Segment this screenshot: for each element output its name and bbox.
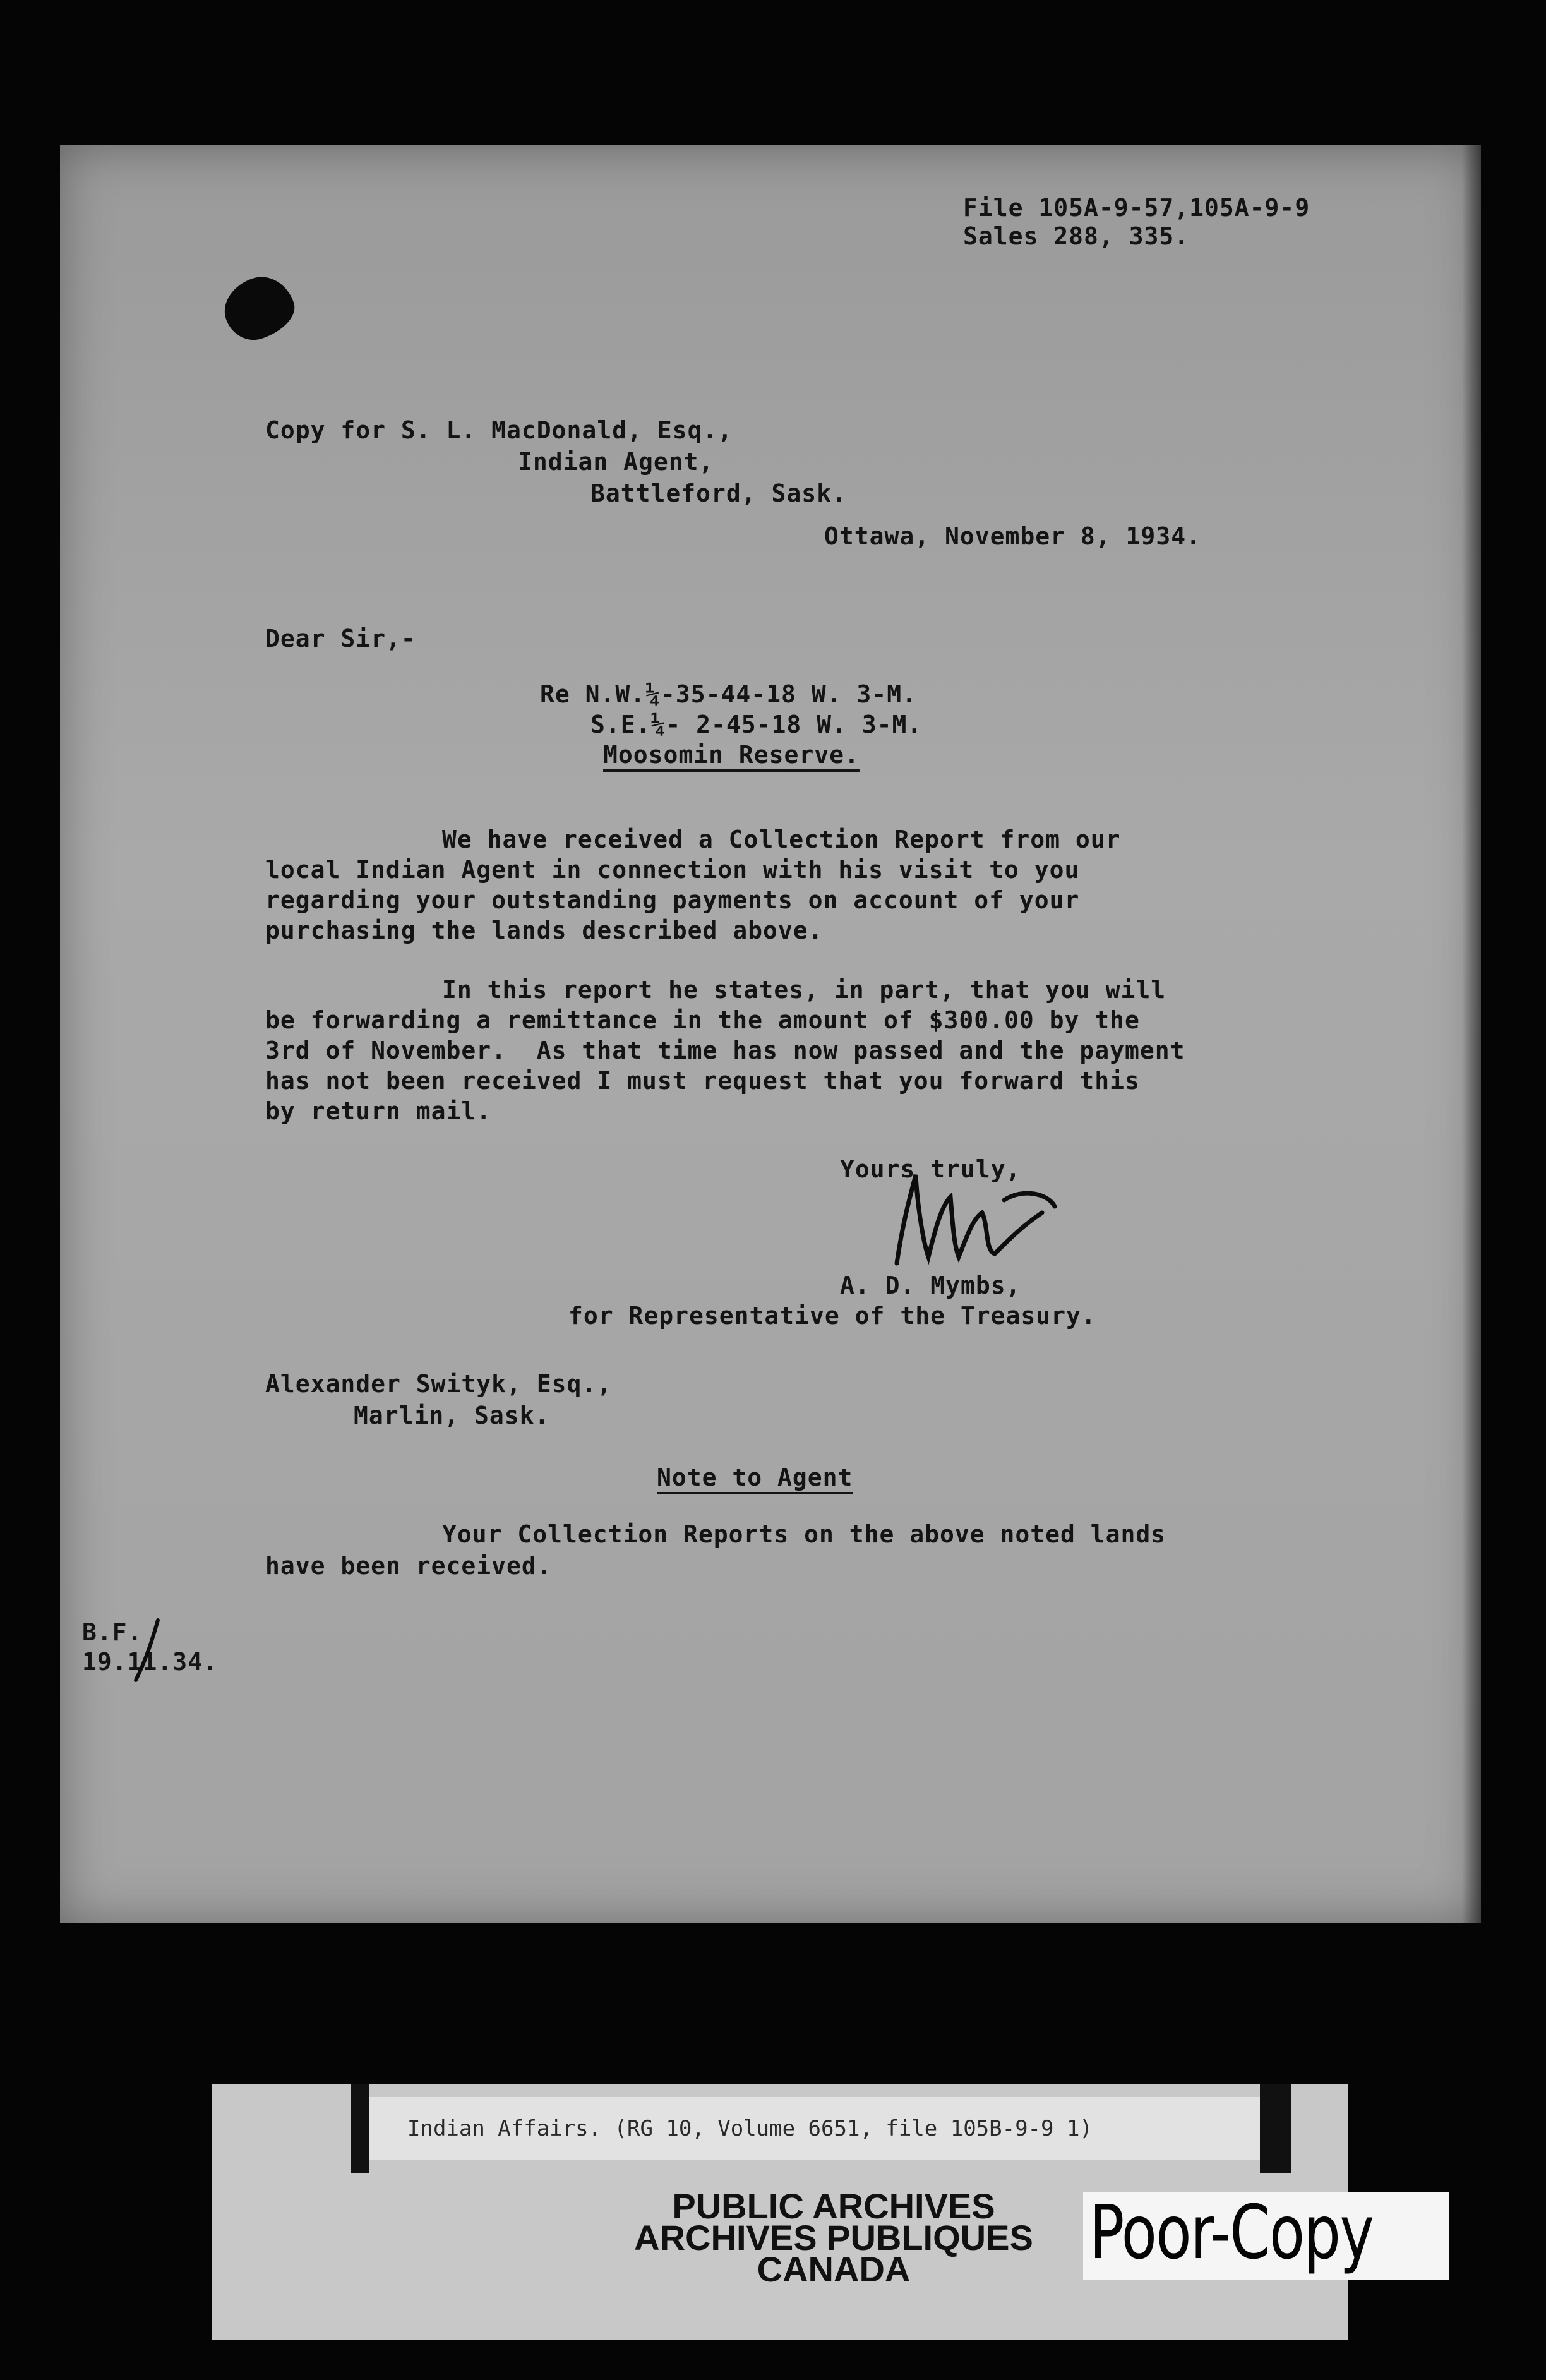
date-line: Ottawa, November 8, 1934. xyxy=(824,522,1201,550)
para1-line-2: local Indian Agent in connection with his visit to you xyxy=(265,856,1080,884)
archive-name-fr: ARCHIVES PUBLIQUES xyxy=(634,2218,1033,2257)
para2-line-2: be forwarding a remittance in the amount of $300.00 by the xyxy=(265,1006,1140,1034)
re-line-2: S.E.¼- 2-45-18 W. 3-M. xyxy=(590,711,923,738)
closing: Yours truly, xyxy=(840,1155,1021,1183)
addressee-place: Marlin, Sask. xyxy=(354,1402,550,1429)
archive-reference: Indian Affairs. (RG 10, Volume 6651, file 105B-9-9 1) xyxy=(407,2116,1093,2141)
note-line-1: Your Collection Reports on the above noted lands xyxy=(442,1520,1166,1548)
para2-line-3: 3rd of November. As that time has now passed and the payment xyxy=(265,1037,1185,1064)
note-line-2: have been received. xyxy=(265,1552,552,1580)
signer-title: for Representative of the Treasury. xyxy=(568,1302,1096,1330)
note-heading: Note to Agent xyxy=(657,1463,853,1491)
para1-line-1: We have received a Collection Report from our xyxy=(442,826,1121,853)
initials-date: 19.11.34. xyxy=(82,1648,218,1676)
salutation: Dear Sir,- xyxy=(265,625,416,652)
addressee-name: Alexander Swityk, Esq., xyxy=(265,1370,613,1398)
sales-reference: Sales 288, 335. xyxy=(963,222,1190,250)
archive-name-en: PUBLIC ARCHIVES xyxy=(672,2186,995,2226)
para1-line-4: purchasing the lands described above. xyxy=(265,917,824,944)
para2-line-5: by return mail. xyxy=(265,1097,492,1125)
para2-line-1: In this report he states, in part, that you will xyxy=(442,976,1166,1004)
label-notch-right xyxy=(1260,2084,1291,2173)
copy-for-line: Copy for S. L. MacDonald, Esq., xyxy=(265,416,733,444)
signer-name: A. D. Mymbs, xyxy=(840,1271,1021,1299)
copy-place-line: Battleford, Sask. xyxy=(590,479,847,507)
copy-title-line: Indian Agent, xyxy=(518,448,714,476)
letter-sheet xyxy=(60,145,1481,1923)
re-line-1: Re N.W.¼-35-44-18 W. 3-M. xyxy=(540,680,917,708)
sheet-shadow xyxy=(1462,145,1481,1923)
poor-copy-stamp: Poor-Copy xyxy=(1089,2189,1374,2276)
re-line-3: Moosomin Reserve. xyxy=(603,741,860,769)
label-notch-left xyxy=(351,2084,369,2173)
archive-country: CANADA xyxy=(757,2249,911,2289)
para1-line-3: regarding your outstanding payments on account of your xyxy=(265,886,1080,914)
file-reference: File 105A-9-57,105A-9-9 xyxy=(963,194,1310,222)
initial-checkmark xyxy=(126,1617,171,1686)
handwritten-signature xyxy=(878,1162,1067,1289)
para2-line-4: has not been received I must request that you forward this xyxy=(265,1067,1140,1095)
initials: B.F. xyxy=(82,1618,143,1646)
